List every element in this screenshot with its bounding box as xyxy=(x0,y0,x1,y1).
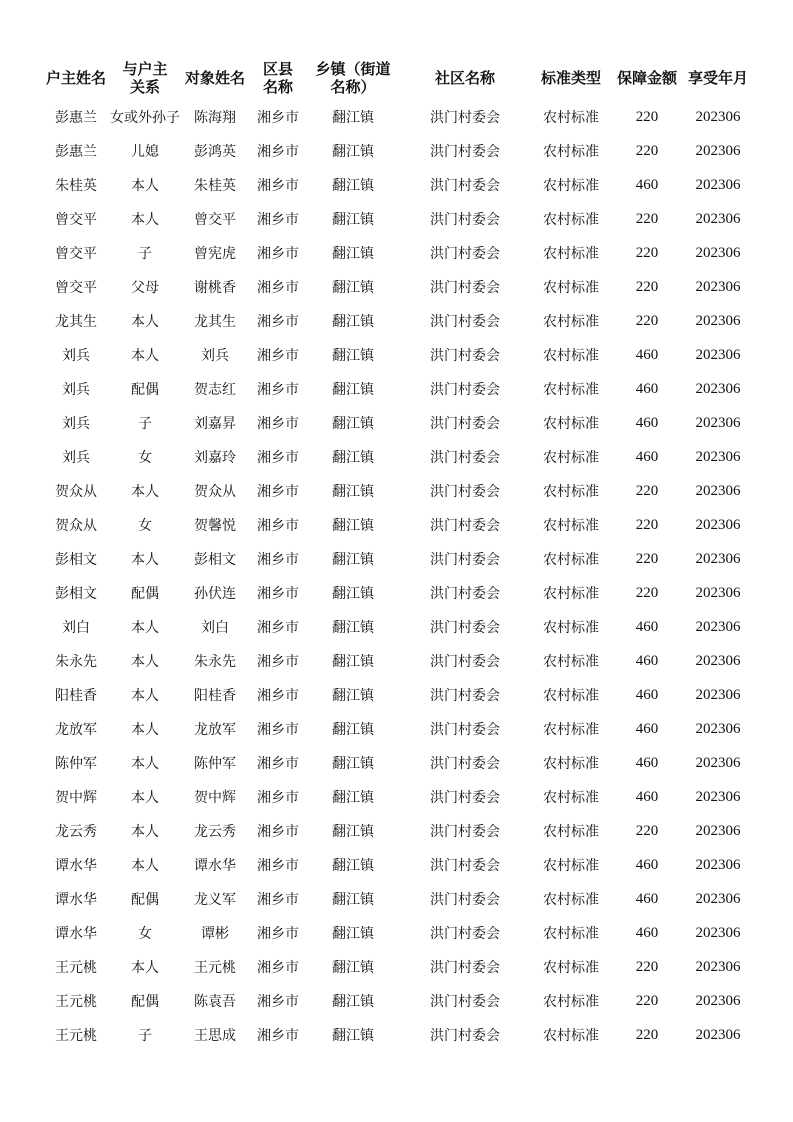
cell-county: 湘乡市 xyxy=(257,790,299,806)
cell-relation: 本人 xyxy=(131,552,159,568)
cell-standard-type: 农村标准 xyxy=(543,722,599,738)
cell-subject-name: 刘嘉玲 xyxy=(194,450,236,466)
cell-amount: 460 xyxy=(635,924,659,941)
cell-county: 湘乡市 xyxy=(257,620,299,636)
cell-county: 湘乡市 xyxy=(257,756,299,772)
cell-town: 翻江镇 xyxy=(332,994,374,1010)
cell-county: 湘乡市 xyxy=(257,178,299,194)
cell-amount: 220 xyxy=(635,516,659,533)
cell-town: 翻江镇 xyxy=(332,348,374,364)
cell-relation: 本人 xyxy=(131,178,159,194)
table-row xyxy=(42,168,754,202)
cell-household-head: 彭惠兰 xyxy=(55,110,97,126)
cell-county: 湘乡市 xyxy=(257,246,299,262)
cell-relation: 本人 xyxy=(131,348,159,364)
cell-household-head: 刘兵 xyxy=(62,450,90,466)
cell-community: 洪门村委会 xyxy=(430,144,500,160)
cell-standard-type: 农村标准 xyxy=(543,654,599,670)
cell-household-head: 朱桂英 xyxy=(55,178,97,194)
table-row xyxy=(42,1018,754,1052)
cell-amount: 460 xyxy=(635,686,659,703)
table-row xyxy=(42,950,754,984)
header-household-head: 户主姓名 xyxy=(45,69,106,87)
cell-town: 翻江镇 xyxy=(332,280,374,296)
cell-community: 洪门村委会 xyxy=(430,382,500,398)
cell-county: 湘乡市 xyxy=(257,824,299,840)
cell-community: 洪门村委会 xyxy=(430,484,500,500)
table-row xyxy=(42,508,754,542)
cell-town: 翻江镇 xyxy=(332,892,374,908)
cell-county: 湘乡市 xyxy=(257,552,299,568)
table-row xyxy=(42,202,754,236)
cell-county: 湘乡市 xyxy=(257,144,299,160)
cell-amount: 220 xyxy=(635,550,659,567)
cell-household-head: 谭水华 xyxy=(55,858,97,874)
cell-county: 湘乡市 xyxy=(257,994,299,1010)
cell-period: 202306 xyxy=(695,1026,741,1043)
cell-household-head: 王元桃 xyxy=(55,960,97,976)
cell-town: 翻江镇 xyxy=(332,246,374,262)
cell-amount: 220 xyxy=(635,958,659,975)
cell-household-head: 龙云秀 xyxy=(55,824,97,840)
cell-community: 洪门村委会 xyxy=(430,960,500,976)
cell-household-head: 陈仲军 xyxy=(55,756,97,772)
cell-household-head: 贺众从 xyxy=(55,518,97,534)
cell-amount: 460 xyxy=(635,448,659,465)
cell-subject-name: 王元桃 xyxy=(194,960,236,976)
cell-household-head: 刘兵 xyxy=(62,382,90,398)
cell-relation: 配偶 xyxy=(131,382,159,398)
cell-standard-type: 农村标准 xyxy=(543,484,599,500)
cell-relation: 女 xyxy=(138,926,152,942)
cell-period: 202306 xyxy=(695,788,741,805)
cell-county: 湘乡市 xyxy=(257,110,299,126)
cell-county: 湘乡市 xyxy=(257,722,299,738)
cell-town: 翻江镇 xyxy=(332,790,374,806)
cell-community: 洪门村委会 xyxy=(430,790,500,806)
cell-town: 翻江镇 xyxy=(332,756,374,772)
cell-period: 202306 xyxy=(695,482,741,499)
cell-county: 湘乡市 xyxy=(257,450,299,466)
cell-county: 湘乡市 xyxy=(257,314,299,330)
cell-community: 洪门村委会 xyxy=(430,314,500,330)
cell-community: 洪门村委会 xyxy=(430,824,500,840)
header-standard-type: 标准类型 xyxy=(540,69,601,87)
cell-county: 湘乡市 xyxy=(257,858,299,874)
table-row xyxy=(42,406,754,440)
cell-household-head: 彭相文 xyxy=(55,552,97,568)
cell-county: 湘乡市 xyxy=(257,518,299,534)
cell-town: 翻江镇 xyxy=(332,654,374,670)
cell-amount: 460 xyxy=(635,890,659,907)
cell-period: 202306 xyxy=(695,822,741,839)
cell-relation: 本人 xyxy=(131,654,159,670)
table-row xyxy=(42,916,754,950)
cell-standard-type: 农村标准 xyxy=(543,790,599,806)
cell-standard-type: 农村标准 xyxy=(543,144,599,160)
cell-subject-name: 贺志红 xyxy=(194,382,236,398)
cell-period: 202306 xyxy=(695,278,741,295)
cell-household-head: 龙放军 xyxy=(55,722,97,738)
table-row xyxy=(42,678,754,712)
cell-subject-name: 陈仲军 xyxy=(194,756,236,772)
cell-relation: 本人 xyxy=(131,212,159,228)
cell-community: 洪门村委会 xyxy=(430,552,500,568)
cell-community: 洪门村委会 xyxy=(430,280,500,296)
cell-relation: 本人 xyxy=(131,824,159,840)
table-row xyxy=(42,848,754,882)
cell-relation: 本人 xyxy=(131,790,159,806)
cell-subject-name: 朱桂英 xyxy=(194,178,236,194)
cell-subject-name: 龙放军 xyxy=(194,722,236,738)
cell-period: 202306 xyxy=(695,652,741,669)
cell-community: 洪门村委会 xyxy=(430,518,500,534)
cell-amount: 460 xyxy=(635,414,659,431)
cell-town: 翻江镇 xyxy=(332,960,374,976)
table-row xyxy=(42,644,754,678)
cell-amount: 220 xyxy=(635,278,659,295)
cell-community: 洪门村委会 xyxy=(430,994,500,1010)
table-row xyxy=(42,440,754,474)
cell-subject-name: 曾宪虎 xyxy=(194,246,236,262)
cell-relation: 儿媳 xyxy=(131,144,159,160)
cell-household-head: 刘白 xyxy=(62,620,90,636)
cell-town: 翻江镇 xyxy=(332,144,374,160)
cell-standard-type: 农村标准 xyxy=(543,688,599,704)
cell-relation: 配偶 xyxy=(131,586,159,602)
table-body xyxy=(42,100,754,1052)
cell-period: 202306 xyxy=(695,958,741,975)
cell-county: 湘乡市 xyxy=(257,484,299,500)
table-row xyxy=(42,882,754,916)
cell-county: 湘乡市 xyxy=(257,586,299,602)
cell-amount: 460 xyxy=(635,346,659,363)
cell-relation: 女 xyxy=(138,518,152,534)
cell-amount: 460 xyxy=(635,380,659,397)
table-row xyxy=(42,542,754,576)
cell-subject-name: 刘白 xyxy=(201,620,229,636)
cell-amount: 460 xyxy=(635,788,659,805)
table-row xyxy=(42,780,754,814)
cell-town: 翻江镇 xyxy=(332,484,374,500)
cell-standard-type: 农村标准 xyxy=(543,178,599,194)
cell-period: 202306 xyxy=(695,992,741,1009)
cell-period: 202306 xyxy=(695,924,741,941)
cell-standard-type: 农村标准 xyxy=(543,552,599,568)
cell-standard-type: 农村标准 xyxy=(543,382,599,398)
cell-household-head: 王元桃 xyxy=(55,994,97,1010)
cell-community: 洪门村委会 xyxy=(430,212,500,228)
cell-relation: 本人 xyxy=(131,688,159,704)
cell-subject-name: 谭彬 xyxy=(201,926,229,942)
cell-county: 湘乡市 xyxy=(257,416,299,432)
cell-period: 202306 xyxy=(695,856,741,873)
cell-period: 202306 xyxy=(695,380,741,397)
cell-standard-type: 农村标准 xyxy=(543,960,599,976)
cell-town: 翻江镇 xyxy=(332,620,374,636)
cell-household-head: 刘兵 xyxy=(62,416,90,432)
header-subject-name: 对象姓名 xyxy=(184,69,245,87)
cell-standard-type: 农村标准 xyxy=(543,994,599,1010)
cell-period: 202306 xyxy=(695,584,741,601)
cell-subject-name: 贺馨悦 xyxy=(194,518,236,534)
cell-household-head: 彭相文 xyxy=(55,586,97,602)
cell-amount: 460 xyxy=(635,720,659,737)
table-row xyxy=(42,746,754,780)
cell-subject-name: 贺众从 xyxy=(194,484,236,500)
cell-amount: 220 xyxy=(635,108,659,125)
cell-community: 洪门村委会 xyxy=(430,858,500,874)
cell-relation: 本人 xyxy=(131,314,159,330)
header-amount: 保障金额 xyxy=(616,69,677,87)
cell-household-head: 曾交平 xyxy=(55,280,97,296)
cell-relation: 配偶 xyxy=(131,994,159,1010)
cell-subject-name: 彭鸿英 xyxy=(194,144,236,160)
header-county: 区县 名称 xyxy=(262,60,293,96)
cell-subject-name: 贺中辉 xyxy=(194,790,236,806)
cell-household-head: 彭惠兰 xyxy=(55,144,97,160)
cell-town: 翻江镇 xyxy=(332,552,374,568)
cell-county: 湘乡市 xyxy=(257,926,299,942)
cell-town: 翻江镇 xyxy=(332,1028,374,1044)
cell-relation: 子 xyxy=(138,416,152,432)
cell-relation: 父母 xyxy=(131,280,159,296)
cell-period: 202306 xyxy=(695,142,741,159)
cell-town: 翻江镇 xyxy=(332,722,374,738)
cell-household-head: 谭水华 xyxy=(55,892,97,908)
cell-relation: 女 xyxy=(138,450,152,466)
cell-amount: 220 xyxy=(635,142,659,159)
cell-period: 202306 xyxy=(695,448,741,465)
cell-standard-type: 农村标准 xyxy=(543,858,599,874)
cell-community: 洪门村委会 xyxy=(430,1028,500,1044)
cell-town: 翻江镇 xyxy=(332,382,374,398)
cell-relation: 本人 xyxy=(131,960,159,976)
cell-household-head: 曾交平 xyxy=(55,212,97,228)
cell-town: 翻江镇 xyxy=(332,858,374,874)
cell-community: 洪门村委会 xyxy=(430,654,500,670)
cell-standard-type: 农村标准 xyxy=(543,416,599,432)
cell-household-head: 阳桂香 xyxy=(55,688,97,704)
cell-community: 洪门村委会 xyxy=(430,178,500,194)
cell-subject-name: 孙伏连 xyxy=(194,586,236,602)
cell-community: 洪门村委会 xyxy=(430,756,500,772)
cell-household-head: 贺中辉 xyxy=(55,790,97,806)
cell-amount: 220 xyxy=(635,210,659,227)
cell-period: 202306 xyxy=(695,108,741,125)
table-row xyxy=(42,270,754,304)
cell-period: 202306 xyxy=(695,176,741,193)
cell-subject-name: 彭相文 xyxy=(194,552,236,568)
cell-community: 洪门村委会 xyxy=(430,722,500,738)
cell-relation: 本人 xyxy=(131,858,159,874)
cell-county: 湘乡市 xyxy=(257,348,299,364)
table-row xyxy=(42,100,754,134)
cell-town: 翻江镇 xyxy=(332,926,374,942)
cell-standard-type: 农村标准 xyxy=(543,620,599,636)
cell-community: 洪门村委会 xyxy=(430,586,500,602)
header-row xyxy=(42,56,754,100)
cell-amount: 460 xyxy=(635,856,659,873)
cell-relation: 配偶 xyxy=(131,892,159,908)
header-period: 享受年月 xyxy=(687,69,748,87)
cell-town: 翻江镇 xyxy=(332,416,374,432)
cell-town: 翻江镇 xyxy=(332,178,374,194)
table-row xyxy=(42,338,754,372)
cell-standard-type: 农村标准 xyxy=(543,1028,599,1044)
cell-subject-name: 龙义军 xyxy=(194,892,236,908)
relief-roster-table xyxy=(42,56,754,1052)
cell-county: 湘乡市 xyxy=(257,280,299,296)
cell-town: 翻江镇 xyxy=(332,212,374,228)
cell-amount: 460 xyxy=(635,754,659,771)
cell-town: 翻江镇 xyxy=(332,110,374,126)
cell-community: 洪门村委会 xyxy=(430,620,500,636)
cell-standard-type: 农村标准 xyxy=(543,212,599,228)
cell-amount: 220 xyxy=(635,992,659,1009)
cell-county: 湘乡市 xyxy=(257,688,299,704)
cell-household-head: 朱永先 xyxy=(55,654,97,670)
table-row xyxy=(42,814,754,848)
cell-amount: 220 xyxy=(635,482,659,499)
cell-community: 洪门村委会 xyxy=(430,450,500,466)
cell-period: 202306 xyxy=(695,346,741,363)
cell-period: 202306 xyxy=(695,312,741,329)
cell-community: 洪门村委会 xyxy=(430,246,500,262)
cell-period: 202306 xyxy=(695,516,741,533)
cell-relation: 女或外孙子 xyxy=(110,110,180,126)
cell-period: 202306 xyxy=(695,244,741,261)
cell-period: 202306 xyxy=(695,720,741,737)
cell-standard-type: 农村标准 xyxy=(543,110,599,126)
cell-subject-name: 王思成 xyxy=(194,1028,236,1044)
cell-standard-type: 农村标准 xyxy=(543,926,599,942)
cell-amount: 460 xyxy=(635,652,659,669)
cell-subject-name: 刘兵 xyxy=(201,348,229,364)
header-town: 乡镇（街道 名称） xyxy=(315,60,391,96)
cell-household-head: 谭水华 xyxy=(55,926,97,942)
cell-relation: 本人 xyxy=(131,484,159,500)
cell-subject-name: 龙其生 xyxy=(194,314,236,330)
cell-standard-type: 农村标准 xyxy=(543,756,599,772)
cell-standard-type: 农村标准 xyxy=(543,586,599,602)
cell-county: 湘乡市 xyxy=(257,212,299,228)
cell-standard-type: 农村标准 xyxy=(543,348,599,364)
cell-relation: 子 xyxy=(138,1028,152,1044)
cell-amount: 220 xyxy=(635,584,659,601)
table-row xyxy=(42,610,754,644)
table-row xyxy=(42,304,754,338)
cell-period: 202306 xyxy=(695,414,741,431)
cell-amount: 220 xyxy=(635,312,659,329)
cell-county: 湘乡市 xyxy=(257,960,299,976)
cell-community: 洪门村委会 xyxy=(430,926,500,942)
cell-period: 202306 xyxy=(695,890,741,907)
cell-town: 翻江镇 xyxy=(332,450,374,466)
table-header xyxy=(42,56,754,100)
cell-county: 湘乡市 xyxy=(257,1028,299,1044)
cell-community: 洪门村委会 xyxy=(430,688,500,704)
cell-standard-type: 农村标准 xyxy=(543,518,599,534)
cell-standard-type: 农村标准 xyxy=(543,824,599,840)
cell-subject-name: 刘嘉昇 xyxy=(194,416,236,432)
cell-town: 翻江镇 xyxy=(332,518,374,534)
table-row xyxy=(42,576,754,610)
cell-period: 202306 xyxy=(695,618,741,635)
cell-subject-name: 陈海翔 xyxy=(194,110,236,126)
cell-standard-type: 农村标准 xyxy=(543,450,599,466)
cell-amount: 220 xyxy=(635,822,659,839)
cell-community: 洪门村委会 xyxy=(430,348,500,364)
cell-town: 翻江镇 xyxy=(332,314,374,330)
cell-standard-type: 农村标准 xyxy=(543,280,599,296)
table-row xyxy=(42,474,754,508)
cell-subject-name: 谢桃香 xyxy=(194,280,236,296)
header-community: 社区名称 xyxy=(434,69,495,87)
cell-relation: 子 xyxy=(138,246,152,262)
cell-amount: 460 xyxy=(635,176,659,193)
cell-household-head: 贺众从 xyxy=(55,484,97,500)
cell-county: 湘乡市 xyxy=(257,654,299,670)
cell-community: 洪门村委会 xyxy=(430,892,500,908)
cell-household-head: 王元桃 xyxy=(55,1028,97,1044)
cell-community: 洪门村委会 xyxy=(430,416,500,432)
cell-county: 湘乡市 xyxy=(257,382,299,398)
cell-period: 202306 xyxy=(695,686,741,703)
cell-household-head: 龙其生 xyxy=(55,314,97,330)
cell-subject-name: 曾交平 xyxy=(194,212,236,228)
cell-period: 202306 xyxy=(695,550,741,567)
table-row xyxy=(42,134,754,168)
cell-subject-name: 朱永先 xyxy=(194,654,236,670)
cell-community: 洪门村委会 xyxy=(430,110,500,126)
cell-amount: 460 xyxy=(635,618,659,635)
cell-town: 翻江镇 xyxy=(332,586,374,602)
table-row xyxy=(42,236,754,270)
cell-subject-name: 阳桂香 xyxy=(194,688,236,704)
table-row xyxy=(42,984,754,1018)
cell-amount: 220 xyxy=(635,1026,659,1043)
cell-household-head: 曾交平 xyxy=(55,246,97,262)
cell-subject-name: 龙云秀 xyxy=(194,824,236,840)
cell-relation: 本人 xyxy=(131,756,159,772)
cell-period: 202306 xyxy=(695,210,741,227)
cell-standard-type: 农村标准 xyxy=(543,246,599,262)
header-relation: 与户主 关系 xyxy=(122,60,168,96)
table-row xyxy=(42,712,754,746)
cell-subject-name: 谭水华 xyxy=(194,858,236,874)
cell-period: 202306 xyxy=(695,754,741,771)
cell-household-head: 刘兵 xyxy=(62,348,90,364)
cell-relation: 本人 xyxy=(131,620,159,636)
table-row xyxy=(42,372,754,406)
cell-relation: 本人 xyxy=(131,722,159,738)
cell-standard-type: 农村标准 xyxy=(543,314,599,330)
cell-town: 翻江镇 xyxy=(332,688,374,704)
cell-town: 翻江镇 xyxy=(332,824,374,840)
cell-subject-name: 陈袁吾 xyxy=(194,994,236,1010)
cell-standard-type: 农村标准 xyxy=(543,892,599,908)
cell-amount: 220 xyxy=(635,244,659,261)
cell-county: 湘乡市 xyxy=(257,892,299,908)
